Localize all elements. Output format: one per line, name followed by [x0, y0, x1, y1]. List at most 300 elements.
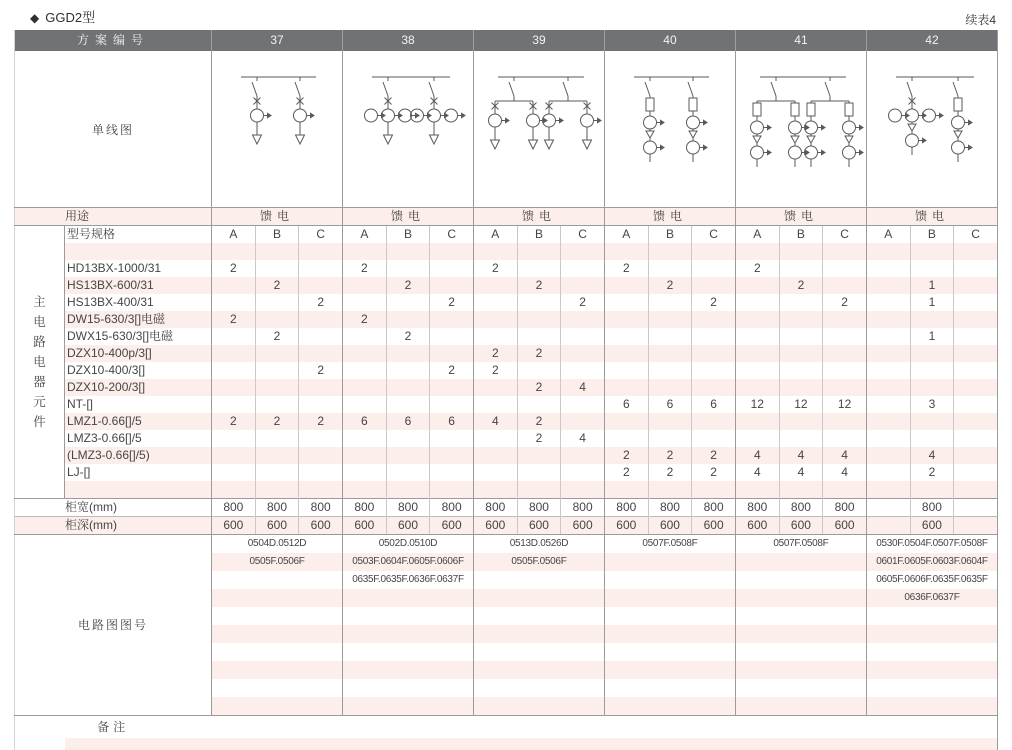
qty-cell	[604, 294, 648, 311]
scheme-header-label: 方案编号	[15, 30, 212, 51]
qty-cell	[255, 396, 299, 413]
qty-cell	[779, 260, 823, 277]
cabinet-depth-cell: 600	[561, 517, 605, 535]
qty-cell	[517, 294, 561, 311]
cabinet-width-cell: 800	[692, 499, 736, 517]
qty-cell	[561, 311, 605, 328]
qty-cell	[255, 294, 299, 311]
qty-cell	[517, 311, 561, 328]
drawing-number-cell	[735, 697, 866, 716]
drawing-number-cell	[343, 607, 474, 625]
qty-cell	[954, 311, 998, 328]
qty-cell	[954, 379, 998, 396]
qty-cell	[343, 277, 387, 294]
qty-cell	[386, 447, 430, 464]
drawing-number-cell: 0505F.0506F	[212, 553, 343, 571]
qty-cell	[866, 396, 910, 413]
drawing-number-cell	[604, 553, 735, 571]
single-line-diagram-svg	[867, 51, 998, 207]
drawing-number-cell	[604, 589, 735, 607]
qty-cell	[212, 243, 256, 260]
drawing-number-cell	[866, 697, 997, 716]
drawing-number-cell: 0505F.0506F	[473, 553, 604, 571]
phase-header: B	[779, 226, 823, 244]
qty-cell	[255, 243, 299, 260]
qty-cell: 2	[604, 464, 648, 481]
cabinet-width-cell: 800	[299, 499, 343, 517]
component-label: DWX15-630/3[]电磁	[67, 329, 174, 343]
qty-cell: 12	[735, 396, 779, 413]
continuation-label: 续表4	[965, 13, 996, 27]
drawing-number-cell	[212, 571, 343, 589]
qty-cell	[255, 362, 299, 379]
qty-cell	[648, 260, 692, 277]
qty-cell	[692, 277, 736, 294]
qty-cell	[255, 260, 299, 277]
qty-cell	[823, 328, 867, 345]
qty-cell	[604, 362, 648, 379]
scheme-number: 38	[343, 30, 474, 51]
qty-cell	[648, 328, 692, 345]
cabinet-depth-cell: 600	[299, 517, 343, 535]
single-line-diagram	[473, 51, 604, 208]
phase-header: A	[343, 226, 387, 244]
phase-header: A	[604, 226, 648, 244]
drawing-number-cell	[212, 679, 343, 697]
drawing-number-row-label: 电路图图号	[15, 535, 212, 716]
qty-cell: 2	[255, 413, 299, 430]
qty-cell	[954, 430, 998, 447]
qty-cell	[212, 345, 256, 362]
qty-cell	[692, 481, 736, 499]
drawing-number-cell	[735, 679, 866, 697]
qty-cell: 2	[255, 328, 299, 345]
qty-cell: 2	[517, 277, 561, 294]
qty-cell	[604, 379, 648, 396]
qty-cell	[735, 328, 779, 345]
qty-cell: 6	[692, 396, 736, 413]
qty-cell	[604, 277, 648, 294]
usage-value: 馈电	[212, 208, 343, 226]
phase-header: C	[823, 226, 867, 244]
single-line-diagram	[343, 51, 474, 208]
scheme-number: 37	[212, 30, 343, 51]
qty-cell	[866, 260, 910, 277]
qty-cell: 6	[343, 413, 387, 430]
qty-cell	[779, 294, 823, 311]
qty-cell: 4	[473, 413, 517, 430]
cabinet-width-cell: 800	[517, 499, 561, 517]
cabinet-width-cell: 800	[343, 499, 387, 517]
qty-cell	[473, 311, 517, 328]
qty-cell: 2	[517, 379, 561, 396]
qty-cell	[561, 464, 605, 481]
qty-cell	[386, 396, 430, 413]
qty-cell	[255, 379, 299, 396]
qty-cell	[779, 345, 823, 362]
qty-cell	[212, 481, 256, 499]
qty-cell	[735, 413, 779, 430]
cabinet-width-cell: 800	[823, 499, 867, 517]
qty-cell	[473, 277, 517, 294]
qty-cell	[386, 243, 430, 260]
qty-cell: 2	[473, 362, 517, 379]
cabinet-width-cell: 800	[779, 499, 823, 517]
phase-header: B	[910, 226, 954, 244]
qty-cell	[430, 328, 474, 345]
qty-cell	[517, 464, 561, 481]
qty-cell	[517, 481, 561, 499]
qty-cell	[299, 379, 343, 396]
qty-cell	[430, 260, 474, 277]
qty-cell	[299, 396, 343, 413]
qty-cell	[430, 464, 474, 481]
phase-header: A	[866, 226, 910, 244]
qty-cell	[735, 379, 779, 396]
drawing-number-cell: 0605F.0606F.0635F.0635F	[866, 571, 997, 589]
single-line-diagram-svg	[212, 51, 342, 207]
drawing-number-cell	[343, 589, 474, 607]
qty-cell	[692, 413, 736, 430]
drawing-number-cell	[735, 643, 866, 661]
cabinet-depth-cell	[866, 517, 910, 535]
qty-cell: 1	[910, 328, 954, 345]
qty-cell	[299, 464, 343, 481]
qty-cell	[779, 413, 823, 430]
qty-cell	[473, 243, 517, 260]
qty-cell	[910, 481, 954, 499]
qty-cell	[255, 464, 299, 481]
qty-cell	[430, 311, 474, 328]
cabinet-width-cell: 800	[473, 499, 517, 517]
qty-cell	[517, 243, 561, 260]
qty-cell	[648, 243, 692, 260]
component-label: NT-[]	[67, 397, 93, 411]
scheme-number: 41	[735, 30, 866, 51]
phase-header: A	[735, 226, 779, 244]
component-label: DZX10-400p/3[]	[65, 345, 212, 362]
phase-header: C	[299, 226, 343, 244]
cabinet-depth-label: 柜深(mm)	[15, 517, 212, 535]
qty-cell	[866, 345, 910, 362]
band-spacer	[15, 738, 65, 750]
qty-cell	[735, 277, 779, 294]
qty-cell	[255, 311, 299, 328]
cabinet-width-cell: 800	[212, 499, 256, 517]
blank-label	[65, 481, 212, 499]
qty-cell	[561, 396, 605, 413]
qty-cell	[954, 396, 998, 413]
qty-cell: 2	[386, 328, 430, 345]
qty-cell	[648, 430, 692, 447]
qty-cell: 12	[823, 396, 867, 413]
qty-cell	[386, 362, 430, 379]
phase-header: B	[517, 226, 561, 244]
drawing-number-cell	[343, 679, 474, 697]
qty-cell	[954, 260, 998, 277]
drawing-number-cell	[212, 661, 343, 679]
qty-cell	[954, 294, 998, 311]
qty-cell	[823, 277, 867, 294]
drawing-number-cell	[343, 643, 474, 661]
qty-cell	[604, 413, 648, 430]
usage-value: 馈电	[604, 208, 735, 226]
cabinet-depth-cell: 600	[255, 517, 299, 535]
qty-cell	[954, 362, 998, 379]
qty-cell	[866, 481, 910, 499]
phase-header: B	[648, 226, 692, 244]
qty-cell	[212, 277, 256, 294]
qty-cell: 1	[910, 294, 954, 311]
qty-cell	[866, 362, 910, 379]
drawing-number-cell: 0530F.0504F.0507F.0508F	[866, 535, 997, 554]
component-label: HD13BX-1000/31	[67, 261, 162, 275]
phase-header: B	[255, 226, 299, 244]
single-line-diagram-svg	[605, 51, 735, 207]
cabinet-depth-cell: 600	[779, 517, 823, 535]
drawing-number-cell	[604, 571, 735, 589]
qty-cell	[648, 413, 692, 430]
qty-cell	[299, 328, 343, 345]
qty-cell	[779, 362, 823, 379]
qty-cell	[954, 447, 998, 464]
qty-cell	[343, 447, 387, 464]
qty-cell: 2	[299, 413, 343, 430]
cabinet-width-cell: 800	[910, 499, 954, 517]
qty-cell	[299, 277, 343, 294]
phase-header: A	[473, 226, 517, 244]
bottom-stripe	[65, 738, 998, 750]
component-label: HS13BX-400/31	[67, 295, 154, 309]
drawing-number-cell	[866, 643, 997, 661]
qty-cell	[212, 447, 256, 464]
remark-row-label: 备注	[15, 716, 212, 739]
qty-cell	[823, 362, 867, 379]
cabinet-depth-cell: 600	[910, 517, 954, 535]
qty-cell	[255, 481, 299, 499]
qty-cell	[473, 328, 517, 345]
qty-cell	[386, 430, 430, 447]
qty-cell: 12	[779, 396, 823, 413]
qty-cell: 4	[561, 430, 605, 447]
qty-cell: 6	[604, 396, 648, 413]
single-line-diagram	[866, 51, 997, 208]
qty-cell	[386, 311, 430, 328]
qty-cell	[255, 430, 299, 447]
qty-cell	[735, 243, 779, 260]
drawing-number-cell	[604, 643, 735, 661]
qty-cell: 2	[692, 464, 736, 481]
single-line-diagram-svg	[474, 51, 604, 207]
page-title-text: GGD2型	[45, 10, 96, 25]
qty-cell	[212, 464, 256, 481]
qty-cell	[299, 260, 343, 277]
qty-cell	[343, 481, 387, 499]
qty-cell	[648, 311, 692, 328]
phase-header: C	[561, 226, 605, 244]
cabinet-depth-cell: 600	[735, 517, 779, 535]
usage-value: 馈电	[473, 208, 604, 226]
qty-cell	[561, 481, 605, 499]
single-line-diagram	[212, 51, 343, 208]
qty-cell	[604, 430, 648, 447]
component-label: DZX10-200/3[]	[65, 379, 212, 396]
cabinet-depth-cell: 600	[692, 517, 736, 535]
qty-cell: 2	[212, 260, 256, 277]
qty-cell	[954, 481, 998, 499]
cabinet-depth-cell: 600	[343, 517, 387, 535]
qty-cell: 4	[823, 464, 867, 481]
side-label-main-circuit-components	[15, 226, 65, 499]
qty-cell	[692, 311, 736, 328]
qty-cell	[910, 243, 954, 260]
cabinet-depth-cell: 600	[517, 517, 561, 535]
qty-cell	[954, 277, 998, 294]
qty-cell: 2	[692, 294, 736, 311]
qty-cell: 3	[910, 396, 954, 413]
drawing-number-cell	[735, 589, 866, 607]
qty-cell	[386, 481, 430, 499]
drawing-number-cell	[866, 661, 997, 679]
qty-cell: 2	[604, 260, 648, 277]
qty-cell	[561, 328, 605, 345]
cabinet-depth-cell	[954, 517, 998, 535]
component-label: LMZ3-0.66[]/5	[67, 431, 142, 445]
drawing-number-cell	[604, 607, 735, 625]
qty-cell	[779, 481, 823, 499]
drawing-number-cell	[735, 607, 866, 625]
drawing-number-cell	[735, 625, 866, 643]
qty-cell	[561, 362, 605, 379]
qty-cell	[212, 362, 256, 379]
drawing-number-cell	[343, 625, 474, 643]
qty-cell	[343, 396, 387, 413]
cabinet-depth-cell: 600	[823, 517, 867, 535]
drawing-number-cell: 0513D.0526D	[473, 535, 604, 554]
qty-cell	[779, 243, 823, 260]
qty-cell	[954, 328, 998, 345]
qty-cell	[604, 311, 648, 328]
spec-row-label: 型号规格	[67, 227, 116, 241]
drawing-number-cell	[212, 625, 343, 643]
cabinet-width-cell	[866, 499, 910, 517]
qty-cell	[343, 243, 387, 260]
qty-cell	[692, 430, 736, 447]
qty-cell: 2	[255, 277, 299, 294]
page-title	[30, 7, 95, 26]
component-label: LMZ1-0.66[]/5	[65, 413, 212, 430]
qty-cell: 2	[473, 260, 517, 277]
cabinet-width-cell	[954, 499, 998, 517]
component-label: DW15-630/3[]电磁	[65, 311, 212, 328]
qty-cell	[212, 294, 256, 311]
phase-header: A	[212, 226, 256, 244]
qty-cell	[299, 430, 343, 447]
drawing-number-cell	[212, 643, 343, 661]
drawing-number-cell	[473, 625, 604, 643]
qty-cell	[561, 260, 605, 277]
qty-cell	[735, 430, 779, 447]
qty-cell	[823, 311, 867, 328]
qty-cell	[910, 260, 954, 277]
qty-cell	[648, 362, 692, 379]
qty-cell	[604, 243, 648, 260]
qty-cell	[255, 345, 299, 362]
cabinet-depth-cell: 600	[604, 517, 648, 535]
qty-cell	[473, 447, 517, 464]
qty-cell	[823, 413, 867, 430]
drawing-number-cell: 0507F.0508F	[735, 535, 866, 554]
single-line-diagram-svg	[736, 51, 866, 207]
qty-cell	[604, 481, 648, 499]
drawing-number-cell	[212, 589, 343, 607]
qty-cell: 2	[430, 294, 474, 311]
phase-header: B	[386, 226, 430, 244]
remark-cell	[212, 716, 998, 739]
qty-cell	[648, 345, 692, 362]
qty-cell	[561, 447, 605, 464]
drawing-number-cell	[473, 571, 604, 589]
component-label: LJ-[]	[67, 465, 91, 479]
drawing-number-cell	[343, 661, 474, 679]
qty-cell: 2	[604, 447, 648, 464]
phase-header: C	[430, 226, 474, 244]
qty-cell	[430, 447, 474, 464]
qty-cell: 2	[343, 311, 387, 328]
qty-cell	[866, 413, 910, 430]
drawing-number-cell	[735, 661, 866, 679]
qty-cell	[386, 379, 430, 396]
drawing-number-cell	[735, 553, 866, 571]
qty-cell	[430, 379, 474, 396]
qty-cell	[823, 481, 867, 499]
qty-cell	[517, 362, 561, 379]
qty-cell	[910, 362, 954, 379]
qty-cell: 6	[648, 396, 692, 413]
qty-cell: 2	[735, 260, 779, 277]
qty-cell	[517, 447, 561, 464]
qty-cell	[910, 413, 954, 430]
qty-cell: 2	[648, 447, 692, 464]
drawing-number-cell: 0504D.0512D	[212, 535, 343, 554]
diagram-row-label: 单线图	[92, 122, 135, 137]
cabinet-depth-cell: 600	[430, 517, 474, 535]
qty-cell	[954, 243, 998, 260]
blank-label	[65, 243, 212, 260]
qty-cell	[430, 243, 474, 260]
qty-cell	[299, 311, 343, 328]
qty-cell	[299, 345, 343, 362]
cabinet-depth-cell: 600	[648, 517, 692, 535]
qty-cell	[692, 243, 736, 260]
scheme-number: 42	[866, 30, 997, 51]
qty-cell	[692, 379, 736, 396]
qty-cell	[735, 345, 779, 362]
drawing-number-cell: 0635F.0635F.0636F.0637F	[343, 571, 474, 589]
qty-cell: 2	[212, 413, 256, 430]
qty-cell: 2	[779, 277, 823, 294]
qty-cell: 2	[692, 447, 736, 464]
qty-cell	[779, 379, 823, 396]
qty-cell	[866, 447, 910, 464]
qty-cell	[910, 311, 954, 328]
usage-row-label: 用途	[15, 208, 212, 226]
drawing-number-cell: 0502D.0510D	[343, 535, 474, 554]
qty-cell	[648, 294, 692, 311]
qty-cell: 2	[517, 430, 561, 447]
qty-cell: 4	[910, 447, 954, 464]
usage-value: 馈电	[343, 208, 474, 226]
